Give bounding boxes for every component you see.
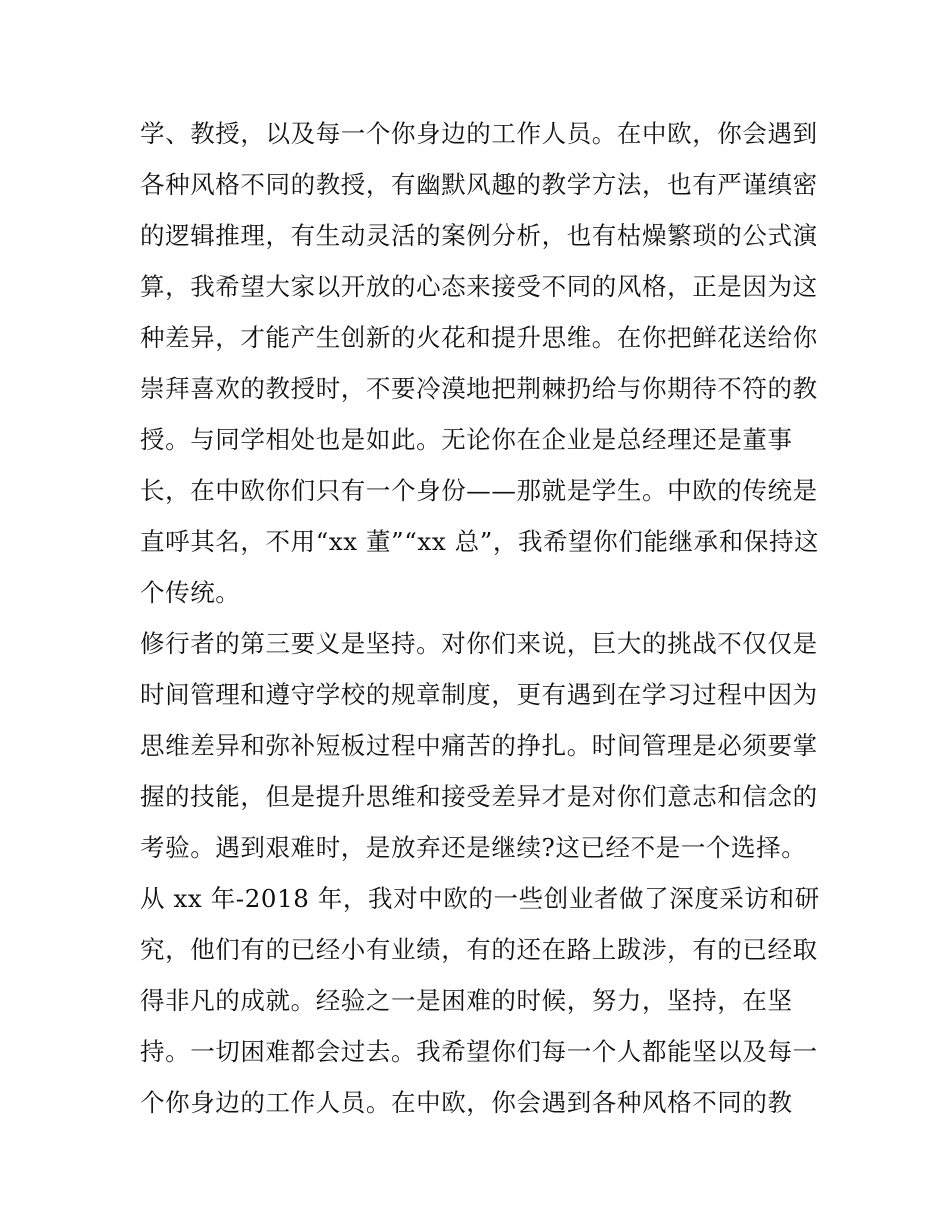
text-line: 各种风格不同的教授，有幽默风趣的教学方法，也有严谨缜密: [140, 170, 818, 199]
text-line: 握的技能，但是提升思维和接受差异才是对你们意志和信念的: [140, 782, 818, 811]
text-line: 时间管理和遵守学校的规章制度，更有遇到在学习过程中因为: [140, 680, 818, 709]
text-line: 种差异，才能产生创新的火花和提升思维。在你把鲜花送给你: [140, 323, 818, 352]
text-line: 究，他们有的已经小有业绩，有的还在路上跋涉，有的已经取: [140, 935, 818, 964]
text-line: 学、教授，以及每一个你身边的工作人员。在中欧，你会遇到: [140, 119, 818, 148]
text-line: 长，在中欧你们只有一个身份——那就是学生。中欧的传统是: [140, 476, 818, 505]
text-line: 个你身边的工作人员。在中欧，你会遇到各种风格不同的教: [140, 1088, 793, 1117]
text-line: 持。一切困难都会过去。我希望你们每一个人都能坚以及每一: [140, 1037, 818, 1066]
text-line: 个传统。: [140, 578, 241, 607]
text-line: 得非凡的成就。经验之一是困难的时候，努力，坚持，在坚: [140, 986, 793, 1015]
text-line: 从 xx 年-2018 年，我对中欧的一些创业者做了深度采访和研: [140, 884, 820, 913]
text-line: 考验。遇到艰难时，是放弃还是继续?这已经不是一个选择。: [140, 833, 807, 862]
text-line: 崇拜喜欢的教授时，不要冷漠地把荆棘扔给与你期待不符的教: [140, 374, 818, 403]
text-line: 修行者的第三要义是坚持。对你们来说，巨大的挑战不仅仅是: [140, 629, 818, 658]
text-line: 直呼其名，不用“xx 董”“xx 总”，我希望你们能继承和保持这: [140, 527, 820, 556]
body-text: [140, 108, 820, 1128]
text-line: 的逻辑推理，有生动灵活的案例分析，也有枯燥繁琐的公式演: [140, 221, 818, 250]
text-line: 思维差异和弥补短板过程中痛苦的挣扎。时间管理是必须要掌: [140, 731, 818, 760]
text-line: 算，我希望大家以开放的心态来接受不同的风格，正是因为这: [140, 272, 818, 301]
text-line: 授。与同学相处也是如此。无论你在企业是总经理还是董事: [140, 425, 793, 454]
